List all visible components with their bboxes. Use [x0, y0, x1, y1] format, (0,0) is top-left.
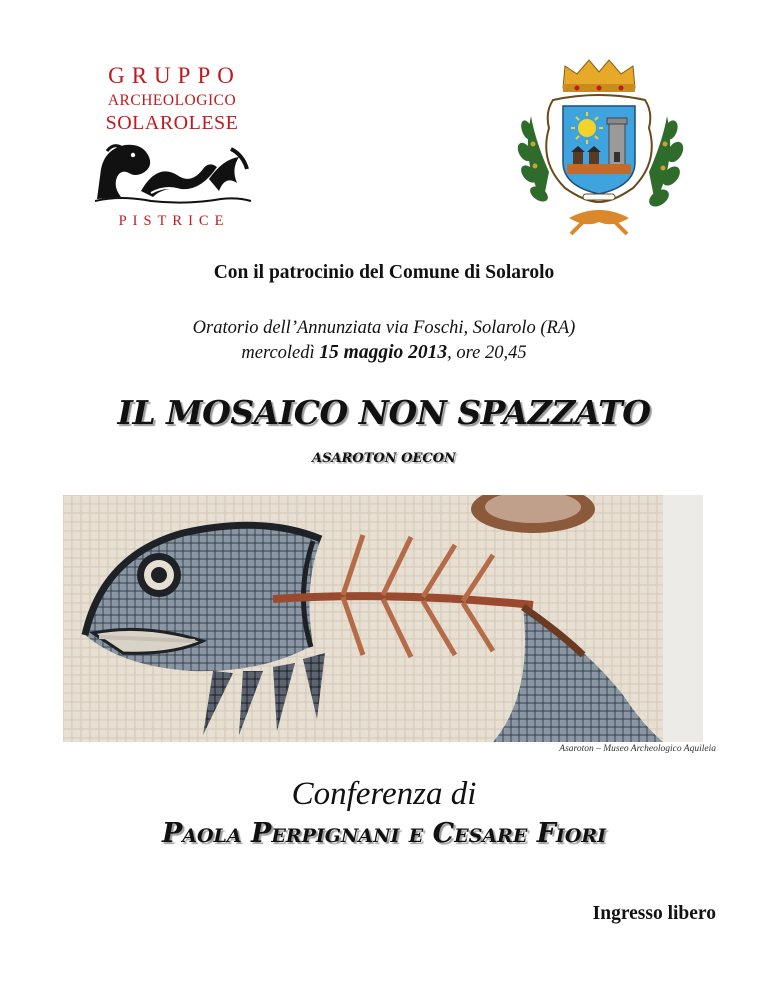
logo-line-pistrice: PISTRICE	[118, 212, 230, 229]
patronage-line: Con il patrocinio del Comune di Solarolo	[213, 262, 555, 283]
gruppo-archeologico-logo	[88, 64, 256, 234]
municipal-coat-of-arms-icon	[513, 52, 685, 236]
logo-line-gruppo: GRUPPO	[108, 63, 241, 88]
free-entry-note: Ingresso libero	[592, 903, 716, 924]
logo-line-solarolese: SOLAROLESE	[105, 111, 239, 134]
speakers-names: Paola Perpignani e Cesare Fiori	[161, 818, 607, 849]
event-date: 15 maggio 2013	[319, 342, 448, 363]
event-datetime	[0, 342, 768, 364]
mosaic-illustration	[63, 495, 703, 742]
logo-line-archeologico: ARCHEOLOGICO	[107, 92, 237, 109]
sea-monster-icon	[91, 139, 253, 205]
event-subtitle: ASAROTON OECON	[312, 451, 456, 466]
fish-mosaic-image	[63, 495, 703, 742]
event-time: , ore 20,45	[447, 343, 527, 363]
event-day: mercoledì	[241, 343, 315, 363]
image-caption: Asaroton – Museo Archeologico Aquileia	[559, 744, 716, 754]
venue-address: Oratorio dell’Annunziata via Foschi, Solarolo (RA)	[192, 318, 576, 338]
conference-label: Conferenza di	[291, 776, 477, 812]
event-title: IL MOSAICO NON SPAZZATO	[117, 393, 651, 432]
